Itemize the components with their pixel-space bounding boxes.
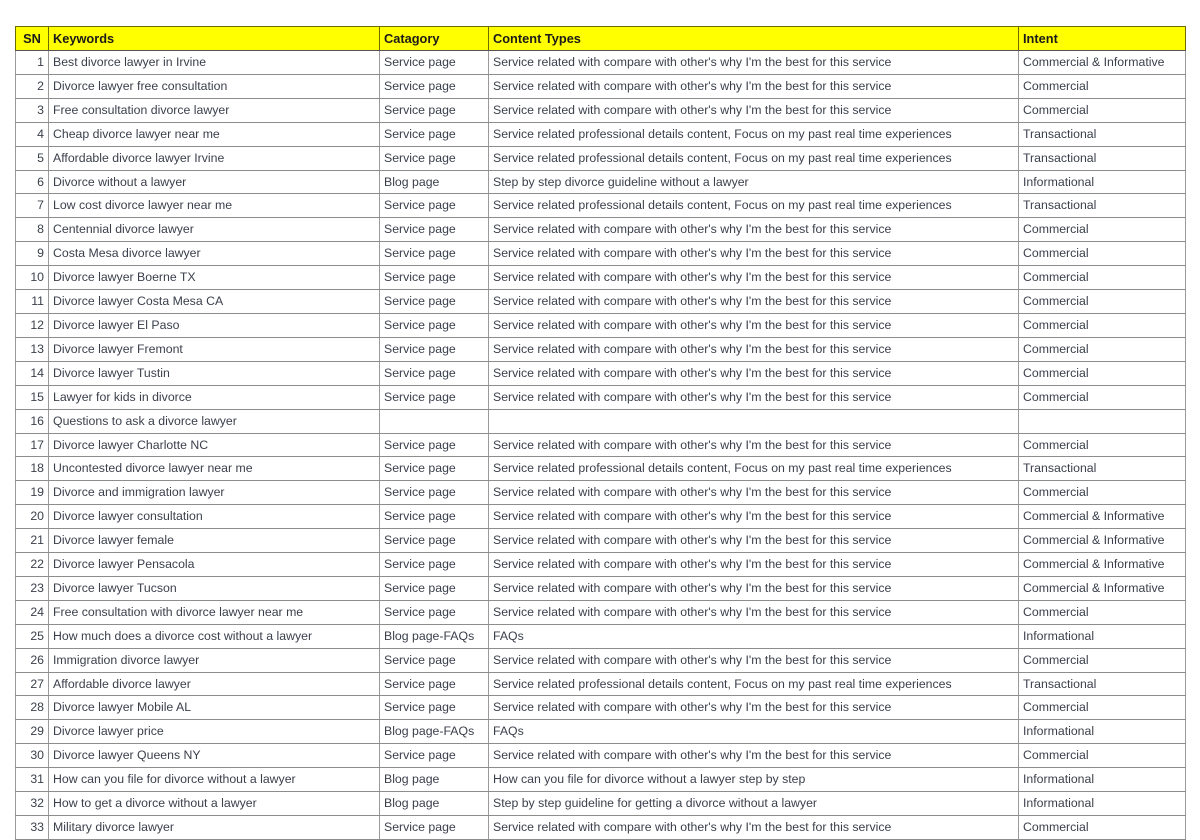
table-row[interactable] <box>16 816 1186 840</box>
cell-keyword[interactable]: Divorce lawyer Fremont <box>49 337 380 361</box>
table-row[interactable] <box>16 433 1186 457</box>
table-row[interactable] <box>16 576 1186 600</box>
cell-category[interactable]: Service page <box>380 481 489 505</box>
column-header-intent[interactable]: Intent <box>1019 27 1186 51</box>
table-row[interactable] <box>16 51 1186 75</box>
cell-sn[interactable]: 13 <box>16 337 49 361</box>
cell-keyword[interactable]: Divorce lawyer Queens NY <box>49 744 380 768</box>
cell-category[interactable]: Service page <box>380 744 489 768</box>
cell-category[interactable]: Service page <box>380 696 489 720</box>
cell-sn[interactable]: 30 <box>16 744 49 768</box>
cell-category[interactable]: Blog page <box>380 792 489 816</box>
table-row[interactable] <box>16 481 1186 505</box>
cell-keyword[interactable]: Free consultation with divorce lawyer near me <box>49 600 380 624</box>
cell-sn[interactable]: 2 <box>16 74 49 98</box>
cell-keyword[interactable]: Divorce lawyer female <box>49 529 380 553</box>
cell-sn[interactable]: 7 <box>16 194 49 218</box>
cell-category[interactable]: Service page <box>380 576 489 600</box>
cell-sn[interactable]: 20 <box>16 505 49 529</box>
cell-intent[interactable]: Commercial <box>1019 218 1186 242</box>
table-header <box>16 27 1186 51</box>
cell-category[interactable]: Service page <box>380 146 489 170</box>
cell-sn[interactable]: 25 <box>16 624 49 648</box>
cell-sn[interactable]: 23 <box>16 576 49 600</box>
cell-sn[interactable]: 9 <box>16 242 49 266</box>
cell-content-type[interactable]: Service related professional details content, Focus on my past real time experiences <box>489 146 1019 170</box>
cell-intent[interactable]: Commercial & Informative <box>1019 576 1186 600</box>
cell-category[interactable]: Service page <box>380 313 489 337</box>
cell-content-type[interactable]: Service related with compare with other's why I'm the best for this service <box>489 313 1019 337</box>
cell-sn[interactable]: 8 <box>16 218 49 242</box>
cell-keyword[interactable]: Affordable divorce lawyer <box>49 672 380 696</box>
cell-category[interactable]: Service page <box>380 361 489 385</box>
table-row[interactable] <box>16 218 1186 242</box>
cell-content-type[interactable]: Service related with compare with other's why I'm the best for this service <box>489 553 1019 577</box>
cell-keyword[interactable]: Divorce lawyer Mobile AL <box>49 696 380 720</box>
table-row[interactable] <box>16 337 1186 361</box>
cell-category[interactable]: Service page <box>380 74 489 98</box>
cell-content-type[interactable]: Service related with compare with other's why I'm the best for this service <box>489 385 1019 409</box>
cell-sn[interactable]: 4 <box>16 122 49 146</box>
cell-category[interactable]: Service page <box>380 194 489 218</box>
cell-sn[interactable]: 21 <box>16 529 49 553</box>
table-row[interactable] <box>16 266 1186 290</box>
cell-keyword[interactable]: Divorce lawyer Charlotte NC <box>49 433 380 457</box>
cell-category[interactable]: Blog page-FAQs <box>380 624 489 648</box>
cell-sn[interactable]: 18 <box>16 457 49 481</box>
cell-content-type[interactable]: How can you file for divorce without a lawyer step by step <box>489 768 1019 792</box>
table-row[interactable] <box>16 98 1186 122</box>
column-header-content-types[interactable]: Content Types <box>489 27 1019 51</box>
table-row[interactable] <box>16 313 1186 337</box>
cell-content-type[interactable]: Service related with compare with other's why I'm the best for this service <box>489 481 1019 505</box>
cell-intent[interactable]: Informational <box>1019 720 1186 744</box>
cell-category[interactable]: Blog page <box>380 170 489 194</box>
cell-intent[interactable]: Transactional <box>1019 122 1186 146</box>
table-row[interactable] <box>16 74 1186 98</box>
cell-intent[interactable]: Commercial <box>1019 242 1186 266</box>
cell-intent[interactable] <box>1019 409 1186 433</box>
cell-keyword[interactable]: Divorce lawyer Tustin <box>49 361 380 385</box>
cell-content-type[interactable]: Service related with compare with other's why I'm the best for this service <box>489 266 1019 290</box>
cell-content-type[interactable]: Service related professional details content, Focus on my past real time experiences <box>489 194 1019 218</box>
cell-keyword[interactable]: Military divorce lawyer <box>49 816 380 840</box>
keyword-research-table <box>15 26 1186 840</box>
cell-intent[interactable]: Commercial <box>1019 98 1186 122</box>
cell-intent[interactable]: Commercial & Informative <box>1019 529 1186 553</box>
cell-intent[interactable]: Informational <box>1019 768 1186 792</box>
cell-keyword[interactable]: Divorce without a lawyer <box>49 170 380 194</box>
column-header-sn[interactable]: SN <box>16 27 49 51</box>
cell-sn[interactable]: 14 <box>16 361 49 385</box>
cell-sn[interactable]: 27 <box>16 672 49 696</box>
cell-keyword[interactable]: Divorce lawyer Pensacola <box>49 553 380 577</box>
cell-category[interactable]: Service page <box>380 337 489 361</box>
table-row[interactable] <box>16 600 1186 624</box>
cell-category[interactable]: Service page <box>380 242 489 266</box>
cell-content-type[interactable]: Service related with compare with other's why I'm the best for this service <box>489 744 1019 768</box>
cell-intent[interactable]: Transactional <box>1019 672 1186 696</box>
spreadsheet-area <box>15 26 1185 840</box>
cell-intent[interactable]: Commercial <box>1019 385 1186 409</box>
cell-keyword[interactable]: Divorce and immigration lawyer <box>49 481 380 505</box>
cell-content-type[interactable]: Service related with compare with other's why I'm the best for this service <box>489 361 1019 385</box>
table-row[interactable] <box>16 505 1186 529</box>
cell-category[interactable]: Service page <box>380 672 489 696</box>
cell-content-type[interactable]: Step by step divorce guideline without a lawyer <box>489 170 1019 194</box>
cell-content-type[interactable]: Service related with compare with other's why I'm the best for this service <box>489 74 1019 98</box>
cell-category[interactable]: Service page <box>380 457 489 481</box>
cell-keyword[interactable]: Centennial divorce lawyer <box>49 218 380 242</box>
cell-content-type[interactable]: Service related with compare with other's why I'm the best for this service <box>489 600 1019 624</box>
cell-keyword[interactable]: Uncontested divorce lawyer near me <box>49 457 380 481</box>
cell-category[interactable]: Service page <box>380 816 489 840</box>
cell-content-type[interactable]: FAQs <box>489 624 1019 648</box>
table-body <box>16 51 1186 840</box>
cell-content-type[interactable]: Service related with compare with other's why I'm the best for this service <box>489 816 1019 840</box>
table-row[interactable] <box>16 553 1186 577</box>
cell-keyword[interactable]: Cheap divorce lawyer near me <box>49 122 380 146</box>
cell-content-type[interactable]: Service related professional details content, Focus on my past real time experiences <box>489 122 1019 146</box>
table-header-row <box>16 27 1186 51</box>
cell-category[interactable]: Service page <box>380 385 489 409</box>
table-row[interactable] <box>16 385 1186 409</box>
cell-intent[interactable]: Commercial <box>1019 481 1186 505</box>
cell-sn[interactable]: 10 <box>16 266 49 290</box>
cell-content-type[interactable]: Service related with compare with other's why I'm the best for this service <box>489 290 1019 314</box>
cell-content-type[interactable]: Service related with compare with other's why I'm the best for this service <box>489 696 1019 720</box>
cell-category[interactable]: Service page <box>380 553 489 577</box>
cell-sn[interactable]: 19 <box>16 481 49 505</box>
cell-category[interactable]: Service page <box>380 51 489 75</box>
cell-content-type[interactable]: Step by step guideline for getting a divorce without a lawyer <box>489 792 1019 816</box>
cell-intent[interactable]: Commercial <box>1019 266 1186 290</box>
cell-keyword[interactable]: Divorce lawyer consultation <box>49 505 380 529</box>
cell-sn[interactable]: 6 <box>16 170 49 194</box>
cell-intent[interactable]: Commercial <box>1019 600 1186 624</box>
cell-intent[interactable]: Commercial <box>1019 361 1186 385</box>
column-header-category[interactable]: Catagory <box>380 27 489 51</box>
cell-intent[interactable]: Commercial <box>1019 337 1186 361</box>
cell-sn[interactable]: 24 <box>16 600 49 624</box>
table-row[interactable] <box>16 194 1186 218</box>
cell-content-type[interactable] <box>489 409 1019 433</box>
cell-keyword[interactable]: Divorce lawyer Costa Mesa CA <box>49 290 380 314</box>
table-row[interactable] <box>16 744 1186 768</box>
cell-intent[interactable]: Commercial <box>1019 290 1186 314</box>
cell-sn[interactable]: 26 <box>16 648 49 672</box>
table-row[interactable] <box>16 290 1186 314</box>
cell-sn[interactable]: 32 <box>16 792 49 816</box>
cell-content-type[interactable]: Service related with compare with other's why I'm the best for this service <box>489 529 1019 553</box>
cell-intent[interactable]: Commercial & Informative <box>1019 51 1186 75</box>
table-row[interactable] <box>16 792 1186 816</box>
cell-intent[interactable]: Commercial <box>1019 74 1186 98</box>
cell-content-type[interactable]: Service related with compare with other's why I'm the best for this service <box>489 51 1019 75</box>
cell-intent[interactable]: Commercial <box>1019 433 1186 457</box>
cell-sn[interactable]: 5 <box>16 146 49 170</box>
table-row[interactable] <box>16 170 1186 194</box>
cell-keyword[interactable]: Best divorce lawyer in Irvine <box>49 51 380 75</box>
cell-intent[interactable]: Commercial <box>1019 696 1186 720</box>
table-row[interactable] <box>16 672 1186 696</box>
column-header-keywords[interactable]: Keywords <box>49 27 380 51</box>
table-row[interactable] <box>16 122 1186 146</box>
cell-sn[interactable]: 31 <box>16 768 49 792</box>
cell-intent[interactable]: Informational <box>1019 792 1186 816</box>
table-row[interactable] <box>16 409 1186 433</box>
cell-keyword[interactable]: How can you file for divorce without a lawyer <box>49 768 380 792</box>
cell-content-type[interactable]: Service related professional details content, Focus on my past real time experiences <box>489 672 1019 696</box>
cell-sn[interactable]: 11 <box>16 290 49 314</box>
cell-content-type[interactable]: Service related with compare with other's why I'm the best for this service <box>489 218 1019 242</box>
cell-keyword[interactable]: Questions to ask a divorce lawyer <box>49 409 380 433</box>
cell-content-type[interactable]: Service related with compare with other's why I'm the best for this service <box>489 433 1019 457</box>
cell-keyword[interactable]: How much does a divorce cost without a lawyer <box>49 624 380 648</box>
cell-intent[interactable]: Commercial <box>1019 313 1186 337</box>
cell-category[interactable]: Service page <box>380 600 489 624</box>
table-row[interactable] <box>16 768 1186 792</box>
cell-category[interactable]: Service page <box>380 122 489 146</box>
table-row[interactable] <box>16 146 1186 170</box>
cell-intent[interactable]: Informational <box>1019 170 1186 194</box>
cell-keyword[interactable]: Free consultation divorce lawyer <box>49 98 380 122</box>
cell-intent[interactable]: Commercial <box>1019 744 1186 768</box>
cell-category[interactable]: Blog page-FAQs <box>380 720 489 744</box>
cell-category[interactable]: Service page <box>380 266 489 290</box>
cell-intent[interactable]: Informational <box>1019 624 1186 648</box>
cell-keyword[interactable]: Divorce lawyer Boerne TX <box>49 266 380 290</box>
cell-keyword[interactable]: How to get a divorce without a lawyer <box>49 792 380 816</box>
table-row[interactable] <box>16 720 1186 744</box>
table-row[interactable] <box>16 696 1186 720</box>
cell-sn[interactable]: 15 <box>16 385 49 409</box>
cell-category[interactable]: Service page <box>380 648 489 672</box>
cell-content-type[interactable]: Service related professional details content, Focus on my past real time experiences <box>489 457 1019 481</box>
table-row[interactable] <box>16 361 1186 385</box>
cell-sn[interactable]: 17 <box>16 433 49 457</box>
cell-keyword[interactable]: Low cost divorce lawyer near me <box>49 194 380 218</box>
cell-content-type[interactable]: Service related with compare with other's why I'm the best for this service <box>489 576 1019 600</box>
table-row[interactable] <box>16 242 1186 266</box>
cell-content-type[interactable]: Service related with compare with other's why I'm the best for this service <box>489 98 1019 122</box>
cell-intent[interactable]: Transactional <box>1019 457 1186 481</box>
cell-content-type[interactable]: Service related with compare with other's why I'm the best for this service <box>489 242 1019 266</box>
cell-category[interactable]: Service page <box>380 218 489 242</box>
cell-sn[interactable]: 12 <box>16 313 49 337</box>
table-row[interactable] <box>16 648 1186 672</box>
cell-keyword[interactable]: Affordable divorce lawyer Irvine <box>49 146 380 170</box>
cell-sn[interactable]: 16 <box>16 409 49 433</box>
cell-intent[interactable]: Commercial <box>1019 648 1186 672</box>
cell-content-type[interactable]: Service related with compare with other's why I'm the best for this service <box>489 505 1019 529</box>
cell-sn[interactable]: 29 <box>16 720 49 744</box>
cell-sn[interactable]: 33 <box>16 816 49 840</box>
cell-content-type[interactable]: Service related with compare with other's why I'm the best for this service <box>489 337 1019 361</box>
cell-category[interactable]: Blog page <box>380 768 489 792</box>
cell-category[interactable]: Service page <box>380 433 489 457</box>
cell-intent[interactable]: Commercial & Informative <box>1019 553 1186 577</box>
cell-category[interactable] <box>380 409 489 433</box>
cell-sn[interactable]: 1 <box>16 51 49 75</box>
cell-keyword[interactable]: Divorce lawyer El Paso <box>49 313 380 337</box>
cell-keyword[interactable]: Costa Mesa divorce lawyer <box>49 242 380 266</box>
cell-keyword[interactable]: Divorce lawyer Tucson <box>49 576 380 600</box>
cell-intent[interactable]: Commercial <box>1019 816 1186 840</box>
cell-keyword[interactable]: Immigration divorce lawyer <box>49 648 380 672</box>
cell-category[interactable]: Service page <box>380 505 489 529</box>
cell-intent[interactable]: Commercial & Informative <box>1019 505 1186 529</box>
table-row[interactable] <box>16 624 1186 648</box>
cell-sn[interactable]: 28 <box>16 696 49 720</box>
table-row[interactable] <box>16 457 1186 481</box>
cell-intent[interactable]: Transactional <box>1019 146 1186 170</box>
cell-category[interactable]: Service page <box>380 98 489 122</box>
cell-category[interactable]: Service page <box>380 529 489 553</box>
cell-content-type[interactable]: FAQs <box>489 720 1019 744</box>
cell-content-type[interactable]: Service related with compare with other's why I'm the best for this service <box>489 648 1019 672</box>
cell-intent[interactable]: Transactional <box>1019 194 1186 218</box>
cell-sn[interactable]: 3 <box>16 98 49 122</box>
cell-keyword[interactable]: Divorce lawyer free consultation <box>49 74 380 98</box>
cell-sn[interactable]: 22 <box>16 553 49 577</box>
cell-keyword[interactable]: Lawyer for kids in divorce <box>49 385 380 409</box>
cell-keyword[interactable]: Divorce lawyer price <box>49 720 380 744</box>
table-row[interactable] <box>16 529 1186 553</box>
cell-category[interactable]: Service page <box>380 290 489 314</box>
